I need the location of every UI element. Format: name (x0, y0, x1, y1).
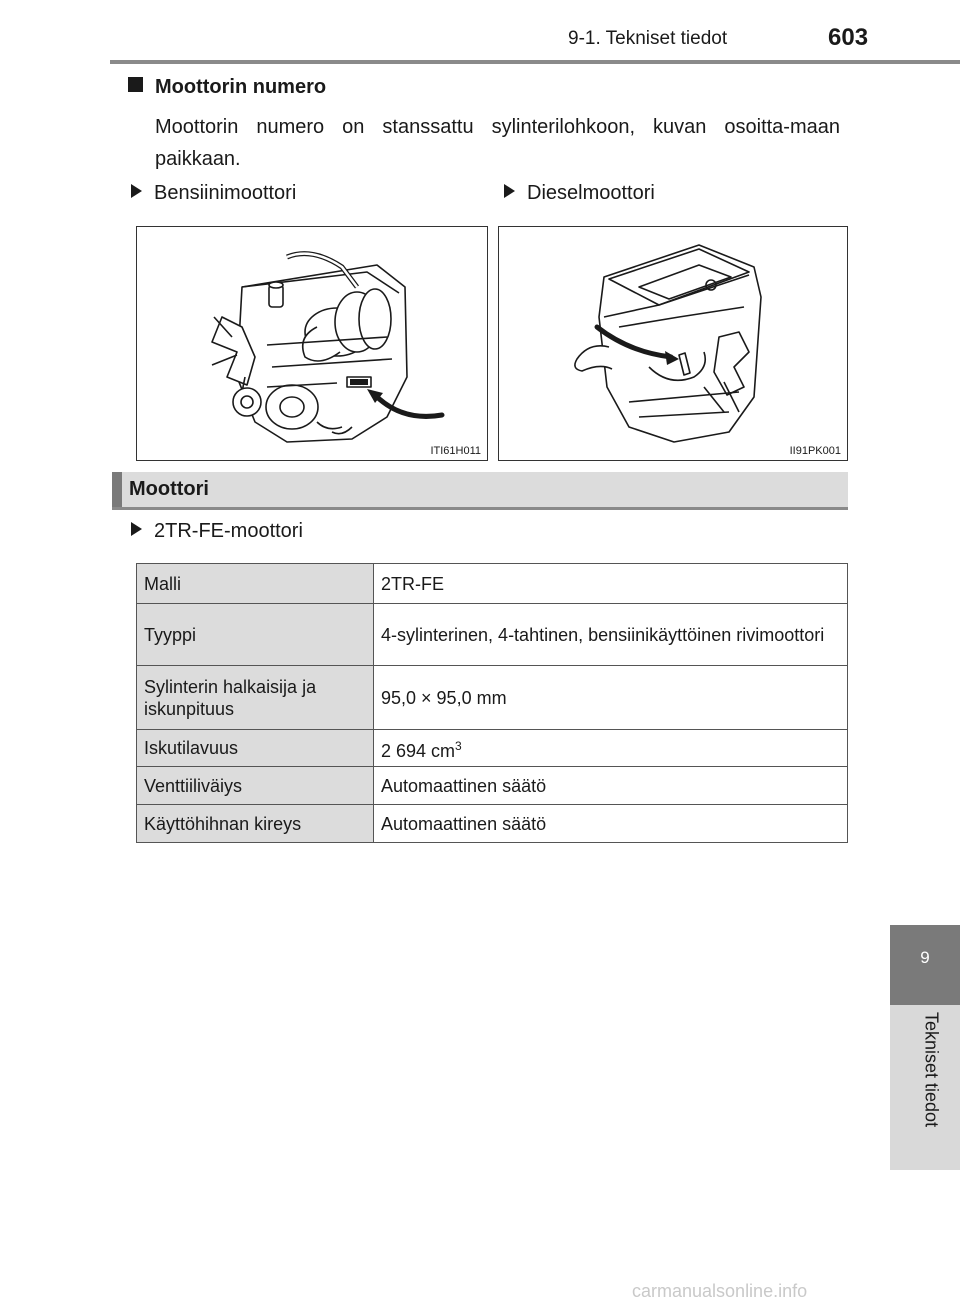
engine-spec-table (136, 563, 848, 843)
diesel-figure-code: II91PK001 (789, 445, 841, 457)
spec-value (374, 730, 848, 767)
engine-section-title: Moottori (129, 478, 209, 500)
engine-number-description: Moottorin numero on stanssattu sylinterilohkoon, kuvan osoitta-maan paikkaan. (155, 116, 840, 170)
spec-value: 95,0 × 95,0 mm (374, 666, 848, 730)
petrol-engine-illustration (136, 226, 488, 461)
table-row (137, 604, 848, 666)
header-rule (110, 60, 960, 64)
spec-key: Venttiiliväiys (137, 767, 374, 805)
chapter-tab-number: 9 (920, 948, 930, 967)
diesel-engine-label-text: Dieselmoottori (527, 182, 655, 204)
petrol-engine-drawing (137, 227, 487, 460)
petrol-engine-label-text: Bensiinimoottori (154, 182, 297, 204)
petrol-engine-label (131, 182, 296, 205)
table-row (137, 730, 848, 767)
spec-key: Sylinterin halkaisija ja iskunpituus (137, 666, 374, 730)
chapter-tab-label: Tekniset tiedot (921, 1012, 942, 1128)
running-header-section: 9-1. Tekniset tiedot (568, 28, 728, 49)
triangle-bullet-icon (131, 522, 142, 536)
spec-key: Käyttöhihnan kireys (137, 805, 374, 843)
spec-key: Malli (137, 564, 374, 604)
diesel-engine-label (504, 182, 655, 205)
engine-type-subheading (131, 520, 303, 543)
triangle-bullet-icon (131, 184, 142, 198)
spec-value: 4-sylinterinen, 4-tahtinen, bensiinikäyttöinen rivimoottori (374, 604, 848, 666)
spec-value: 2TR-FE (374, 564, 848, 604)
triangle-bullet-icon (504, 184, 515, 198)
footer-watermark: carmanualsonline.info (632, 1281, 808, 1301)
table-row (137, 767, 848, 805)
spec-value: Automaattinen säätö (374, 805, 848, 843)
spec-key: Tyyppi (137, 604, 374, 666)
table-row (137, 805, 848, 843)
diesel-engine-illustration (498, 226, 848, 461)
engine-number-heading-text: Moottorin numero (155, 76, 327, 98)
table-row (137, 564, 848, 604)
section-band-marker (112, 472, 122, 507)
spec-value-text: 2 694 cm (381, 740, 456, 761)
square-bullet-icon (128, 77, 143, 92)
engine-type-subheading-text: 2TR-FE-moottori (154, 520, 303, 542)
engine-number-heading (128, 76, 326, 99)
diesel-engine-drawing (499, 227, 847, 460)
spec-value: Automaattinen säätö (374, 767, 848, 805)
table-row (137, 666, 848, 730)
spec-key: Iskutilavuus (137, 730, 374, 767)
engine-section-band (112, 472, 848, 510)
petrol-figure-code: ITI61H011 (430, 445, 481, 457)
spec-value-superscript: 3 (455, 738, 462, 753)
page-number: 603 (828, 24, 869, 51)
